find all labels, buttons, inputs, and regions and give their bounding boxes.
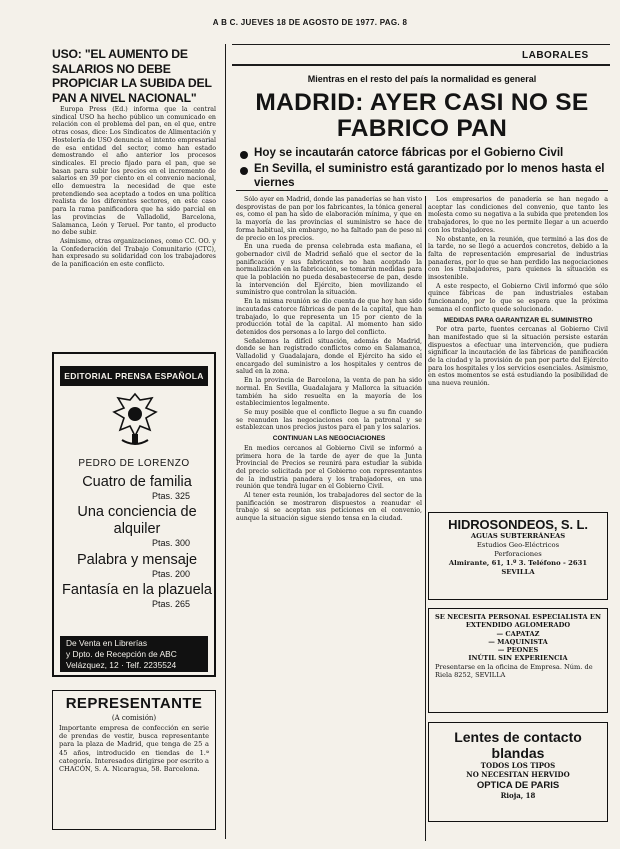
hidrosondeos-ad <box>428 512 608 600</box>
ad-address: Almirante, 61, 1.º 3. Teléfono - 2631 <box>448 559 588 567</box>
deck-rule <box>236 190 608 191</box>
optica-title: blandas <box>491 745 545 761</box>
header-rule <box>232 44 610 45</box>
job-contact: Presentarse en la oficina de Empresa. Núm. de Riela 8252, SEVILLA <box>435 662 593 680</box>
rep-subtitle: (A comisión) <box>111 714 157 722</box>
column-divider-mid <box>425 196 426 841</box>
article-paragraph: Al tener esta reunión, los trabajadores del sector de la panificación se mostraron dispuestos a reanudar el trabajo si se aceptan sus peticiones en el convenio, aunque la situación sigue siendo tensa en la ciudad. <box>236 492 422 523</box>
sale-line: Velázquez, 12 · Telf. 2235524 <box>66 660 177 670</box>
uso-paragraph: Europa Press (Ed.) informa que la central sindical USO ha hecho público un comunicado en relación con el problema del pan, en el que, entre otras cosas, dice: Los Sindicatos de Alimentación y Hostelería de USO denuncia el intento empresarial de esa entidad del sector, como han estado demostrando el año anterior los procesos sindicales. El precio fijado para el pan, que se basan para subir los precios en el incremento de salarios en 39 por ciento en el convenio nacional, ello demuestra la necesidad de que este pretendiendo sea aceptado a todos en una política realista de los diferentes sectores, en este caso para la rama panificadora que ha sido parcial en las provincias de Valladolid, Barcelona, Salamanca, León y Teruel. Por tanto, el producto no debe subir. <box>52 106 216 237</box>
ad-line: Perforaciones <box>494 550 542 558</box>
book-title: Una conciencia de alquiler <box>77 504 197 537</box>
representante-ad <box>52 690 216 830</box>
book-item <box>62 474 212 501</box>
article-paragraph: Señalemos la difícil situación, además de Madrid, donde se han registrado conflictos como en Salamanca, Valladolid y Guadalajara, donde el Ejército ha sido el encargado del suministro a los hospitales y centros de salud en la zona. <box>236 337 422 376</box>
article-column-right <box>428 196 608 464</box>
eagle-crest-icon <box>110 390 160 452</box>
job-role: — CAPATAZ <box>496 629 540 638</box>
section-label: LABORALES <box>522 50 589 61</box>
optica-line: NO NECESITAN HERVIDO <box>466 770 570 779</box>
article-paragraph: Se muy posible que el conflicto llegue a su fin cuando se reanuden las negociaciones con la patronal y se establezcan unos precios justos para el pan y los salarios. <box>236 408 422 432</box>
deck-item <box>240 146 608 160</box>
sale-info-box <box>60 636 208 672</box>
article-subhead: MEDIDAS PARA GARANTIZAR EL SUMINISTRO <box>443 316 593 324</box>
rep-body: Importante empresa de confección en serie de prendas de vestir, busca representante para la plaza de Madrid, que tenga de 25 a 45 años, introducido en tiendas de 1.ª categoría. Interesados dirigirse por escrito a CHACÓN, S. A. Nicaragua, 58. Barcelona. <box>59 724 209 774</box>
optica-shop-name: OPTICA DE PARIS <box>476 780 560 791</box>
job-ad <box>428 608 608 713</box>
article-paragraph: No obstante, en la reunión, que terminó a las dos de la tarde, no se llegó a acuerdos concretos, debido a la falta de representación empresarial de industrias panaderas, por lo que se han perdido las negociaciones con los trabajadores, para quienes la situación es insostenible. <box>428 235 608 282</box>
optica-ad <box>428 722 608 822</box>
book-title: Cuatro de familia <box>82 474 192 490</box>
job-note: INÚTIL SIN EXPERIENCIA <box>468 654 568 663</box>
headline-line: MADRID: AYER CASI NO SE <box>255 89 589 116</box>
deck-item <box>240 162 608 190</box>
company-name: HIDROSONDEOS, S. L. <box>448 517 588 532</box>
sale-line: y Dpto. de Recepción de ABC <box>66 649 177 659</box>
book-author: PEDRO DE LORENZO <box>78 458 190 469</box>
article-paragraph: En la misma reunión se dio cuenta de que hoy han sido incautadas catorce fábricas de pan de la capital, que han trabajado, lo que representa un 15 por ciento de la producción total de la capital. Al momento han sido detenidos dos personas a lo largo del conflicto. <box>236 298 422 336</box>
article-column-middle <box>236 196 422 841</box>
book-price: Ptas. 200 <box>151 569 190 579</box>
sale-line: De Venta en Librerías <box>66 638 148 648</box>
article-subhead: CONTINUAN LAS NEGOCIACIONES <box>272 435 386 443</box>
book-title: Palabra y mensaje <box>76 552 198 568</box>
uso-headline: USO: "EL AUMENTO DE SALARIOS NO DEBE PROPICIAR LA SUBIDA DEL PAN A NIVEL NACIONAL" <box>52 47 212 105</box>
article-paragraph: Los empresarios de panadería se han negado a aceptar las condiciones del convenio, que tanto les molesta como su negativa a la subida que pretenden los trabajadores, lo que no les permite llegar a un acuerdo con los trabajadores. <box>428 196 608 234</box>
rep-title: REPRESENTANTE <box>65 695 203 712</box>
article-paragraph: En medios cercanos al Gobierno Civil se informó a primera hora de la tarde de ayer de que la Junta Provincial de Precios se reunirá para estudiar la subida del precio solicitada por el Gobierno con representantes de la industria panadera y los trabajadores, en una reunión que tendrá lugar en el Gobierno Civil. <box>236 444 422 491</box>
publisher-banner: EDITORIAL PRENSA ESPAÑOLA <box>60 366 208 386</box>
bullet-icon <box>240 151 248 159</box>
article-kicker: Mientras en el resto del país la normalidad es general <box>307 74 537 84</box>
section-rule <box>232 64 610 66</box>
book-price: Ptas. 300 <box>151 538 190 548</box>
uso-body <box>52 106 216 344</box>
book-price: Ptas. 325 <box>151 491 190 501</box>
book-item <box>62 504 212 548</box>
optica-address: Rioja, 18 <box>500 791 536 800</box>
book-price: Ptas. 265 <box>151 599 190 609</box>
job-heading: SE NECESITA PERSONAL ESPECIALISTA EN EXTENDIDO AGLOMERADO <box>435 613 601 630</box>
bullet-icon <box>240 167 248 175</box>
ad-line: Estudios Geo-Eléctricos <box>476 541 560 549</box>
page-header: A B C. JUEVES 18 DE AGOSTO DE 1977. PAG. 8 <box>212 18 408 27</box>
article-paragraph: Sólo ayer en Madrid, donde las panaderías se han visto desprovistas de pan por los fabricantes, la tónica general es, como el pan ha sido de elaboración mínima, y que en la mayoría de las provincias el suministro se hace de forma habitual, sin embargo, no ha faltado pan de peso ni de precio en los precios. <box>236 196 422 242</box>
headline-line: FABRICO PAN <box>336 115 508 142</box>
ad-city: SEVILLA <box>501 568 535 576</box>
article-paragraph: En la provincia de Barcelona, la venta de pan ha sido normal. En Sevilla, Guadalajara y Mallorca la situación también ha sido resuelta en la mayoría de los establecimientos legalmente. <box>236 377 422 408</box>
article-paragraph: En una rueda de prensa celebrada esta mañana, el gobernador civil de Madrid señaló que el sector de la panificación y sus fabricantes no han aceptado la normalización en la fabricación, se tomarán medidas para que la población no pueda desabastecerse de pan, desde la intervención del Ejército, bien movilizando el suministro que controlan la situación. <box>236 243 422 297</box>
article-paragraph: A este respecto, el Gobierno Civil informó que sólo quince fábricas de pan industriales estaban funcionando, por lo que se espera que la próxima semana el conflicto quede solucionado. <box>428 282 608 313</box>
book-title: Fantasía en la plazuela <box>62 582 212 598</box>
article-headline <box>236 90 608 142</box>
optica-title: Lentes de contacto <box>454 729 582 745</box>
optica-line: TODOS LOS TIPOS <box>480 761 556 770</box>
deck-text: En Sevilla, el suministro está garantizado por lo menos hasta el viernes <box>254 162 605 189</box>
prensa-espanola-ad <box>52 352 216 677</box>
ad-line: AGUAS SUBTERRÁNEAS <box>470 532 566 540</box>
column-divider-left <box>225 44 226 839</box>
job-role: — MAQUINISTA <box>488 637 548 646</box>
job-role: — PEONES <box>497 646 539 655</box>
book-item <box>62 582 212 609</box>
article-paragraph: Por otra parte, fuentes cercanas al Gobierno Civil han manifestado que si la situación persiste estarán dispuestos a efectuar una intervención, que pudiera significar la incautación de las fábricas de panificación de la ciudad y la provisión de pan por parte del Ejército para los hospitales y los servicios esenciales. Asimismo, en estos momentos se está estudiando la posibilidad de una nueva reunión. <box>428 326 608 388</box>
book-item <box>62 552 212 579</box>
uso-paragraph: Asimismo, otras organizaciones, como CC. OO. y la Confederación del Trabajo Comunitario (CTC), han expresado su solidaridad con los trabajadores de la panificación en este conflicto. <box>52 237 216 269</box>
deck-text: Hoy se incautarán catorce fábricas por el Gobierno Civil <box>254 146 564 159</box>
